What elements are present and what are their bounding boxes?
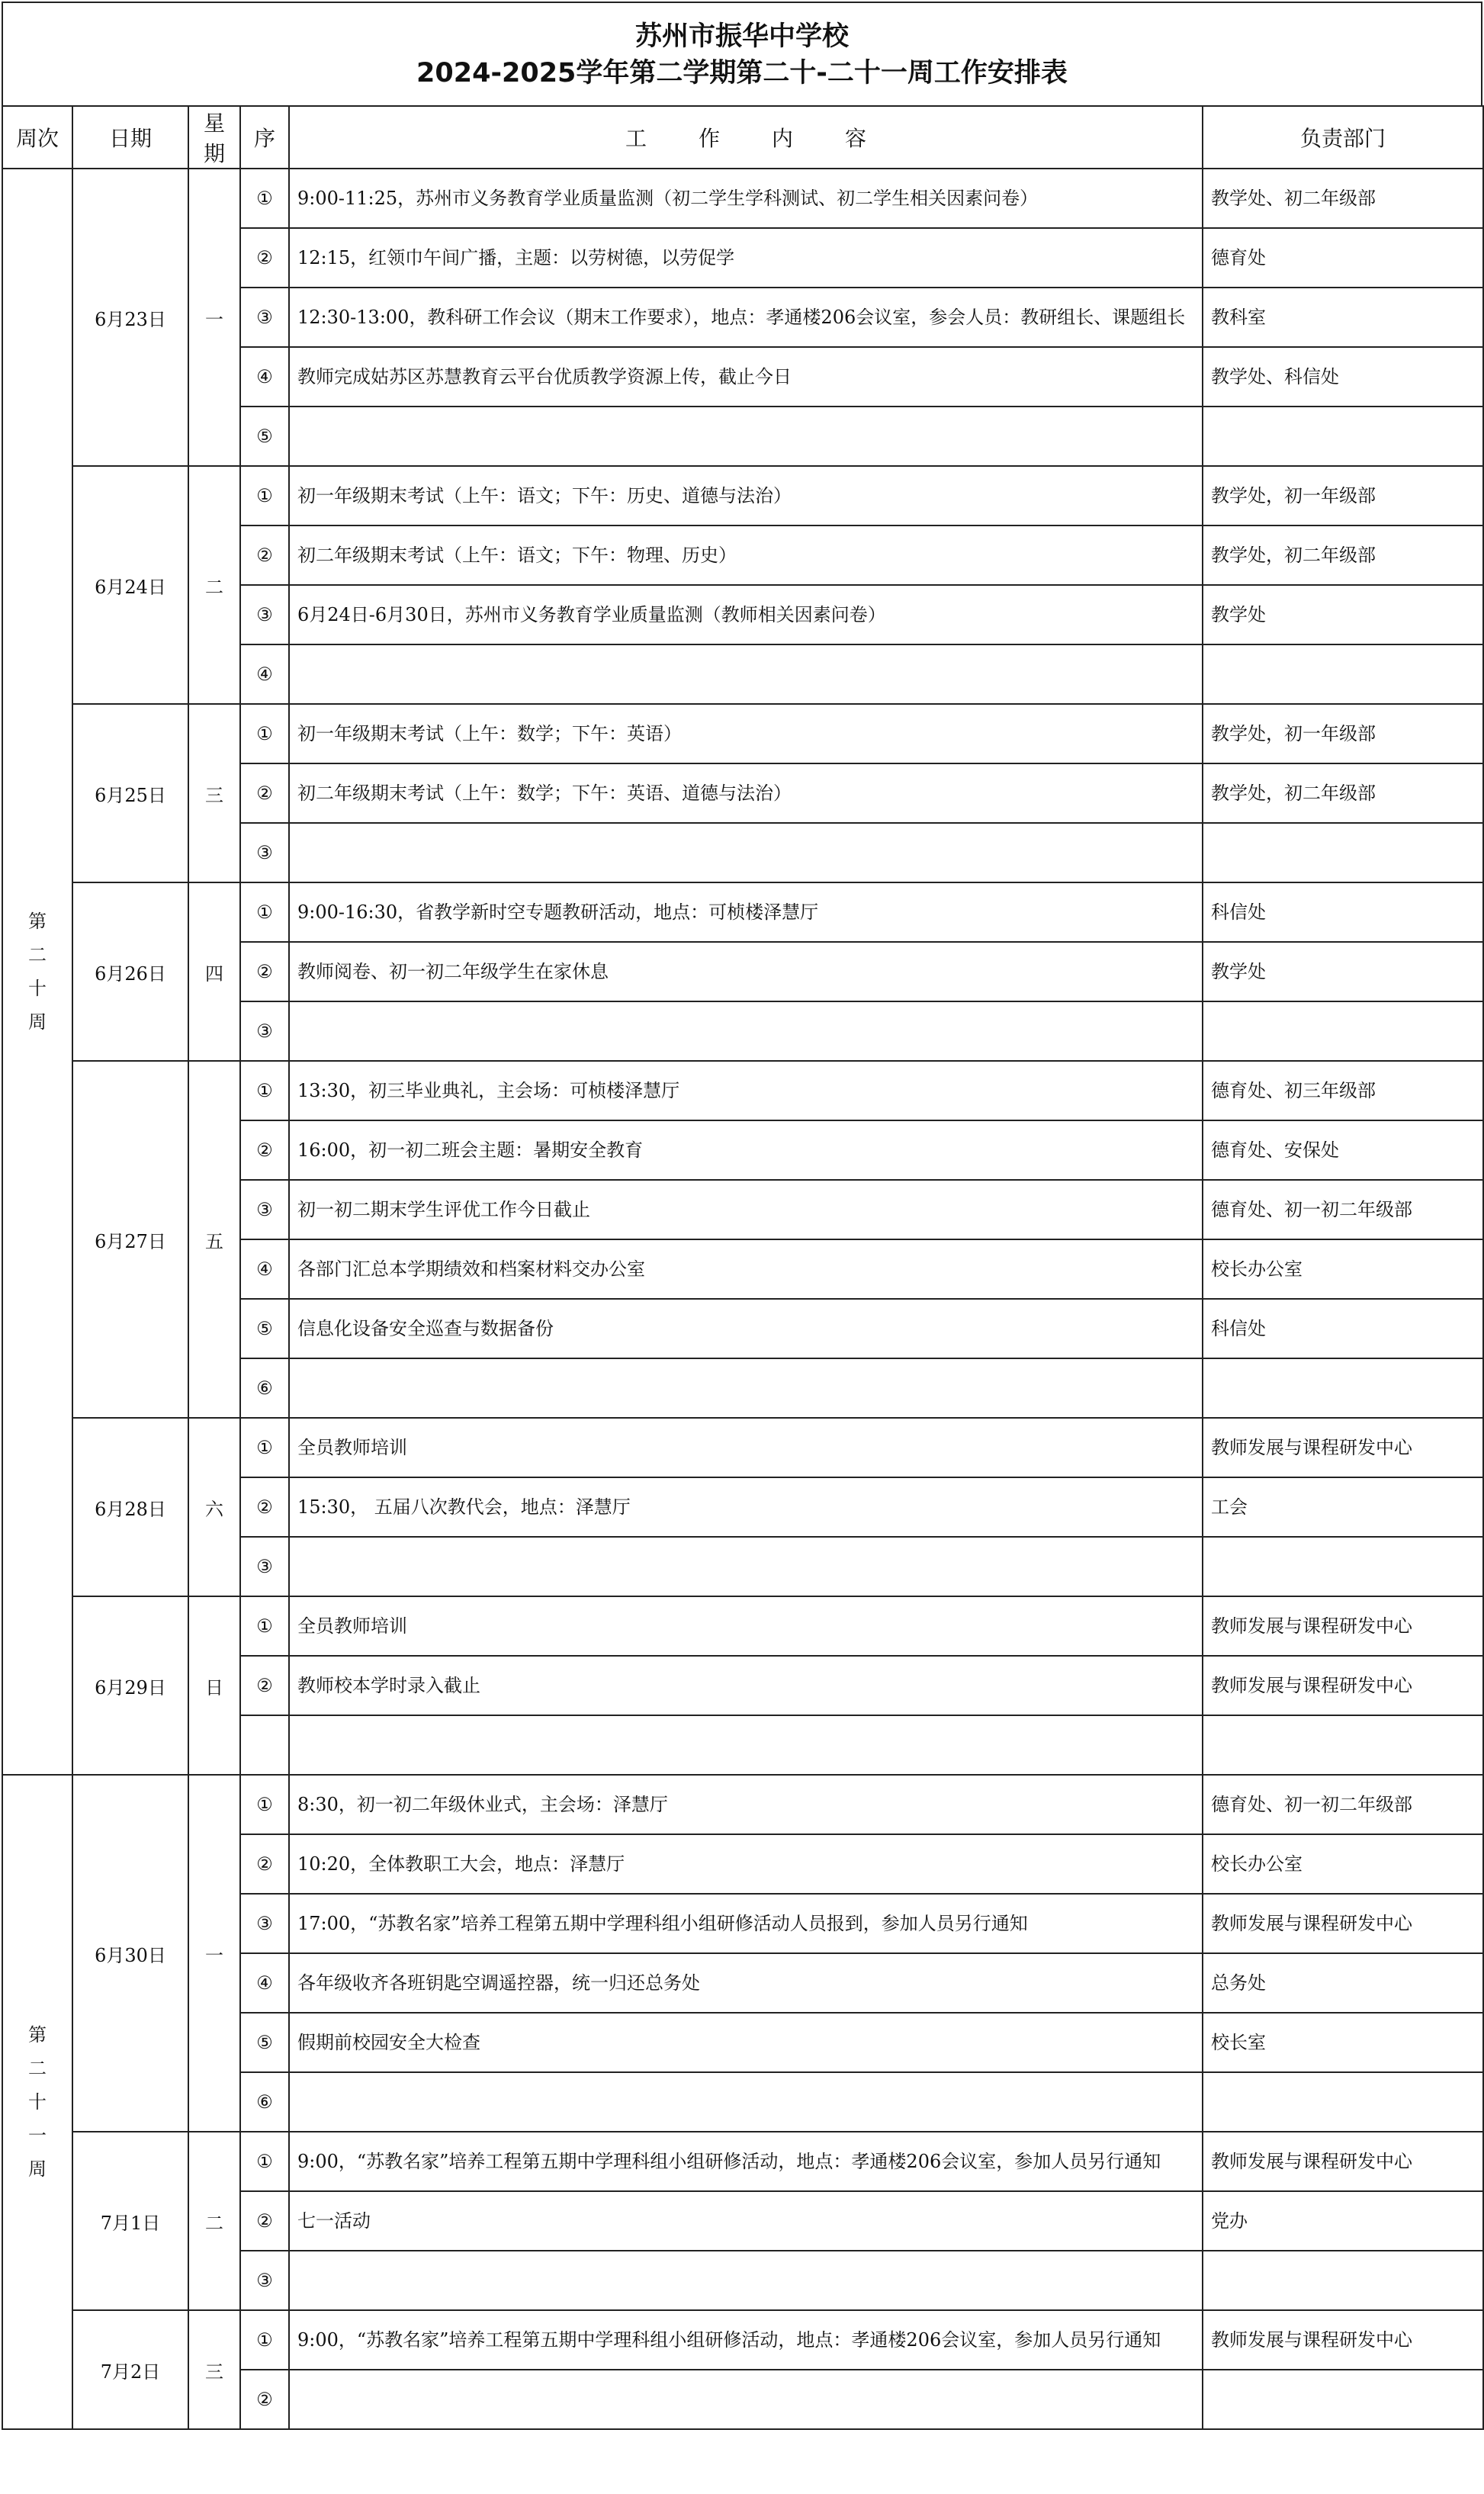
seq-cell: ①: [240, 2310, 289, 2370]
seq-cell: ⑥: [240, 1358, 289, 1418]
week-label-char: 周: [28, 2158, 47, 2180]
seq-cell: ③: [240, 1894, 289, 1953]
dept-cell: 教学处，初二年级部: [1203, 525, 1483, 585]
content-cell: [289, 407, 1203, 466]
dept-cell: 德育处、安保处: [1203, 1120, 1483, 1180]
title-block: [2, 2, 1482, 105]
content-cell: [289, 1358, 1203, 1418]
content-cell: 七一活动: [289, 2191, 1203, 2251]
dept-cell: [1203, 644, 1483, 704]
weekday-cell: 一: [188, 169, 240, 466]
week-label-char: 周: [28, 1011, 47, 1033]
header-week: 周次: [2, 106, 72, 169]
date-cell: 6月28日: [72, 1418, 188, 1596]
seq-cell: ⑥: [240, 2072, 289, 2132]
seq-cell: ④: [240, 347, 289, 407]
week-label-char: 二: [28, 2058, 47, 2079]
seq-cell: ①: [240, 466, 289, 525]
content-cell: [289, 2251, 1203, 2310]
dept-cell: 科信处: [1203, 882, 1483, 942]
dept-cell: 教学处，初一年级部: [1203, 466, 1483, 525]
dept-cell: [1203, 2251, 1483, 2310]
header-content: 工作内容: [289, 106, 1203, 169]
weekday-cell: 三: [188, 2310, 240, 2429]
dept-cell: 教科室: [1203, 288, 1483, 347]
schedule-table: [2, 105, 1484, 2430]
content-cell: 信息化设备安全巡查与数据备份: [289, 1299, 1203, 1358]
content-cell: [289, 823, 1203, 882]
date-cell: 6月25日: [72, 704, 188, 882]
schedule-title: 2024-2025学年第二学期第二十-二十一周工作安排表: [416, 58, 1068, 88]
date-cell: 6月23日: [72, 169, 188, 466]
dept-cell: 德育处: [1203, 228, 1483, 288]
content-cell: [289, 644, 1203, 704]
weekday-cell: 四: [188, 882, 240, 1061]
content-cell: 15:30， 五届八次教代会，地点：泽慧厅: [289, 1477, 1203, 1537]
table-row: [2, 1596, 1483, 1656]
seq-cell: ③: [240, 1180, 289, 1239]
seq-cell: ③: [240, 288, 289, 347]
seq-cell: ①: [240, 169, 289, 228]
seq-cell: ⑤: [240, 1299, 289, 1358]
seq-cell: ④: [240, 1239, 289, 1299]
seq-cell: ②: [240, 1477, 289, 1537]
content-cell: 17:00，“苏教名家”培养工程第五期中学理科组小组研修活动人员报到，参加人员另行通知: [289, 1894, 1203, 1953]
content-cell: 10:20，全体教职工大会，地点：泽慧厅: [289, 1834, 1203, 1894]
dept-cell: 校长室: [1203, 2013, 1483, 2072]
seq-cell: ①: [240, 882, 289, 942]
dept-cell: [1203, 1001, 1483, 1061]
dept-cell: [1203, 823, 1483, 882]
content-cell: 16:00，初一初二班会主题：暑期安全教育: [289, 1120, 1203, 1180]
weekday-cell: 三: [188, 704, 240, 882]
dept-cell: 总务处: [1203, 1953, 1483, 2013]
content-cell: 假期前校园安全大检查: [289, 2013, 1203, 2072]
content-cell: [289, 2370, 1203, 2429]
table-row: [2, 882, 1483, 942]
weekday-cell: 五: [188, 1061, 240, 1418]
dept-cell: 教学处: [1203, 585, 1483, 644]
dept-cell: [1203, 1537, 1483, 1596]
weekday-cell: 二: [188, 2132, 240, 2310]
content-cell: 各年级收齐各班钥匙空调遥控器，统一归还总务处: [289, 1953, 1203, 2013]
seq-cell: [240, 1715, 289, 1775]
dept-cell: 德育处、初一初二年级部: [1203, 1775, 1483, 1834]
dept-cell: [1203, 407, 1483, 466]
seq-cell: ③: [240, 1537, 289, 1596]
table-row: [2, 2132, 1483, 2191]
date-cell: 6月26日: [72, 882, 188, 1061]
dept-cell: [1203, 1715, 1483, 1775]
content-cell: 8:30，初一初二年级休业式，主会场：泽慧厅: [289, 1775, 1203, 1834]
dept-cell: 德育处、初一初二年级部: [1203, 1180, 1483, 1239]
dept-cell: [1203, 2370, 1483, 2429]
content-cell: [289, 2072, 1203, 2132]
date-cell: 6月30日: [72, 1775, 188, 2132]
seq-cell: ③: [240, 1001, 289, 1061]
seq-cell: ①: [240, 1418, 289, 1477]
content-cell: 初二年级期末考试（上午：语文；下午：物理、历史）: [289, 525, 1203, 585]
content-cell: 全员教师培训: [289, 1596, 1203, 1656]
dept-cell: 教师发展与课程研发中心: [1203, 1596, 1483, 1656]
seq-cell: ⑤: [240, 2013, 289, 2072]
seq-cell: ②: [240, 2370, 289, 2429]
seq-cell: ④: [240, 1953, 289, 2013]
dept-cell: [1203, 1358, 1483, 1418]
table-row: [2, 169, 1483, 228]
seq-cell: ②: [240, 525, 289, 585]
weekday-cell: 一: [188, 1775, 240, 2132]
content-cell: 初一年级期末考试（上午：数学；下午：英语）: [289, 704, 1203, 763]
content-cell: 初一初二期末学生评优工作今日截止: [289, 1180, 1203, 1239]
seq-cell: ③: [240, 585, 289, 644]
dept-cell: 教师发展与课程研发中心: [1203, 2132, 1483, 2191]
schedule-body: [2, 169, 1483, 2429]
dept-cell: 校长办公室: [1203, 1834, 1483, 1894]
seq-cell: ③: [240, 823, 289, 882]
content-cell: 13:30，初三毕业典礼，主会场：可桢楼泽慧厅: [289, 1061, 1203, 1120]
dept-cell: 党办: [1203, 2191, 1483, 2251]
content-cell: [289, 1715, 1203, 1775]
weekday-cell: 日: [188, 1596, 240, 1775]
seq-cell: ②: [240, 1656, 289, 1715]
table-row: [2, 704, 1483, 763]
dept-cell: 工会: [1203, 1477, 1483, 1537]
date-cell: 6月24日: [72, 466, 188, 704]
dept-cell: 教师发展与课程研发中心: [1203, 1894, 1483, 1953]
seq-cell: ①: [240, 1596, 289, 1656]
content-cell: 教师完成姑苏区苏慧教育云平台优质教学资源上传，截止今日: [289, 347, 1203, 407]
seq-cell: ①: [240, 2132, 289, 2191]
content-cell: 6月24日-6月30日，苏州市义务教育学业质量监测（教师相关因素问卷）: [289, 585, 1203, 644]
header-row: [2, 106, 1483, 169]
dept-cell: 教师发展与课程研发中心: [1203, 1418, 1483, 1477]
seq-cell: ②: [240, 1120, 289, 1180]
table-row: [2, 1418, 1483, 1477]
seq-cell: ⑤: [240, 407, 289, 466]
dept-cell: 德育处、初三年级部: [1203, 1061, 1483, 1120]
table-row: [2, 1775, 1483, 1834]
dept-cell: 科信处: [1203, 1299, 1483, 1358]
table-row: [2, 2310, 1483, 2370]
content-cell: [289, 1001, 1203, 1061]
content-cell: 9:00-16:30，省教学新时空专题教研活动，地点：可桢楼泽慧厅: [289, 882, 1203, 942]
seq-cell: ③: [240, 2251, 289, 2310]
content-cell: 9:00，“苏教名家”培养工程第五期中学理科组小组研修活动，地点：孝通楼206会议室，参加人员另行通知: [289, 2132, 1203, 2191]
week-label-char: 第: [28, 911, 47, 932]
seq-cell: ②: [240, 228, 289, 288]
date-cell: 6月27日: [72, 1061, 188, 1418]
weekday-cell: 二: [188, 466, 240, 704]
weekday-cell: 六: [188, 1418, 240, 1596]
dept-cell: 校长办公室: [1203, 1239, 1483, 1299]
content-cell: [289, 1537, 1203, 1596]
header-weekday: 星期: [188, 106, 240, 169]
date-cell: 6月29日: [72, 1596, 188, 1775]
dept-cell: [1203, 2072, 1483, 2132]
content-cell: 12:15，红领巾午间广播，主题：以劳树德，以劳促学: [289, 228, 1203, 288]
content-cell: 教师阅卷、初一初二年级学生在家休息: [289, 942, 1203, 1001]
content-cell: 各部门汇总本学期绩效和档案材料交办公室: [289, 1239, 1203, 1299]
week-label-char: 十: [28, 2091, 47, 2113]
week-label-char: 第: [28, 2024, 47, 2046]
header-seq: 序: [240, 106, 289, 169]
seq-cell: ②: [240, 942, 289, 1001]
week-label-char: 十: [28, 978, 47, 999]
seq-cell: ④: [240, 644, 289, 704]
table-row: [2, 1061, 1483, 1120]
content-cell: 12:30-13:00，教科研工作会议（期末工作要求），地点：孝通楼206会议室，参会人员：教研组长、课题组长: [289, 288, 1203, 347]
content-cell: 9:00，“苏教名家”培养工程第五期中学理科组小组研修活动，地点：孝通楼206会议室，参加人员另行通知: [289, 2310, 1203, 2370]
seq-cell: ②: [240, 1834, 289, 1894]
seq-cell: ②: [240, 763, 289, 823]
school-name: 苏州市振华中学校: [634, 21, 849, 52]
date-cell: 7月2日: [72, 2310, 188, 2429]
week-label: [2, 169, 72, 1775]
seq-cell: ①: [240, 1061, 289, 1120]
content-cell: 全员教师培训: [289, 1418, 1203, 1477]
dept-cell: 教学处，初二年级部: [1203, 763, 1483, 823]
dept-cell: 教学处、初二年级部: [1203, 169, 1483, 228]
header-dept: 负责部门: [1203, 106, 1483, 169]
header-date: 日期: [72, 106, 188, 169]
dept-cell: 教学处、科信处: [1203, 347, 1483, 407]
date-cell: 7月1日: [72, 2132, 188, 2310]
table-row: [2, 466, 1483, 525]
seq-cell: ②: [240, 2191, 289, 2251]
content-cell: 9:00-11:25，苏州市义务教育学业质量监测（初二学生学科测试、初二学生相关因素问卷）: [289, 169, 1203, 228]
dept-cell: 教师发展与课程研发中心: [1203, 1656, 1483, 1715]
content-cell: 教师校本学时录入截止: [289, 1656, 1203, 1715]
seq-cell: ①: [240, 704, 289, 763]
dept-cell: 教学处，初一年级部: [1203, 704, 1483, 763]
week-label-char: 二: [28, 944, 47, 966]
seq-cell: ①: [240, 1775, 289, 1834]
week-label: [2, 1775, 72, 2429]
content-cell: 初二年级期末考试（上午：数学；下午：英语、道德与法治）: [289, 763, 1203, 823]
dept-cell: 教学处: [1203, 942, 1483, 1001]
dept-cell: 教师发展与课程研发中心: [1203, 2310, 1483, 2370]
content-cell: 初一年级期末考试（上午：语文；下午：历史、道德与法治）: [289, 466, 1203, 525]
week-label-char: 一: [28, 2125, 47, 2146]
